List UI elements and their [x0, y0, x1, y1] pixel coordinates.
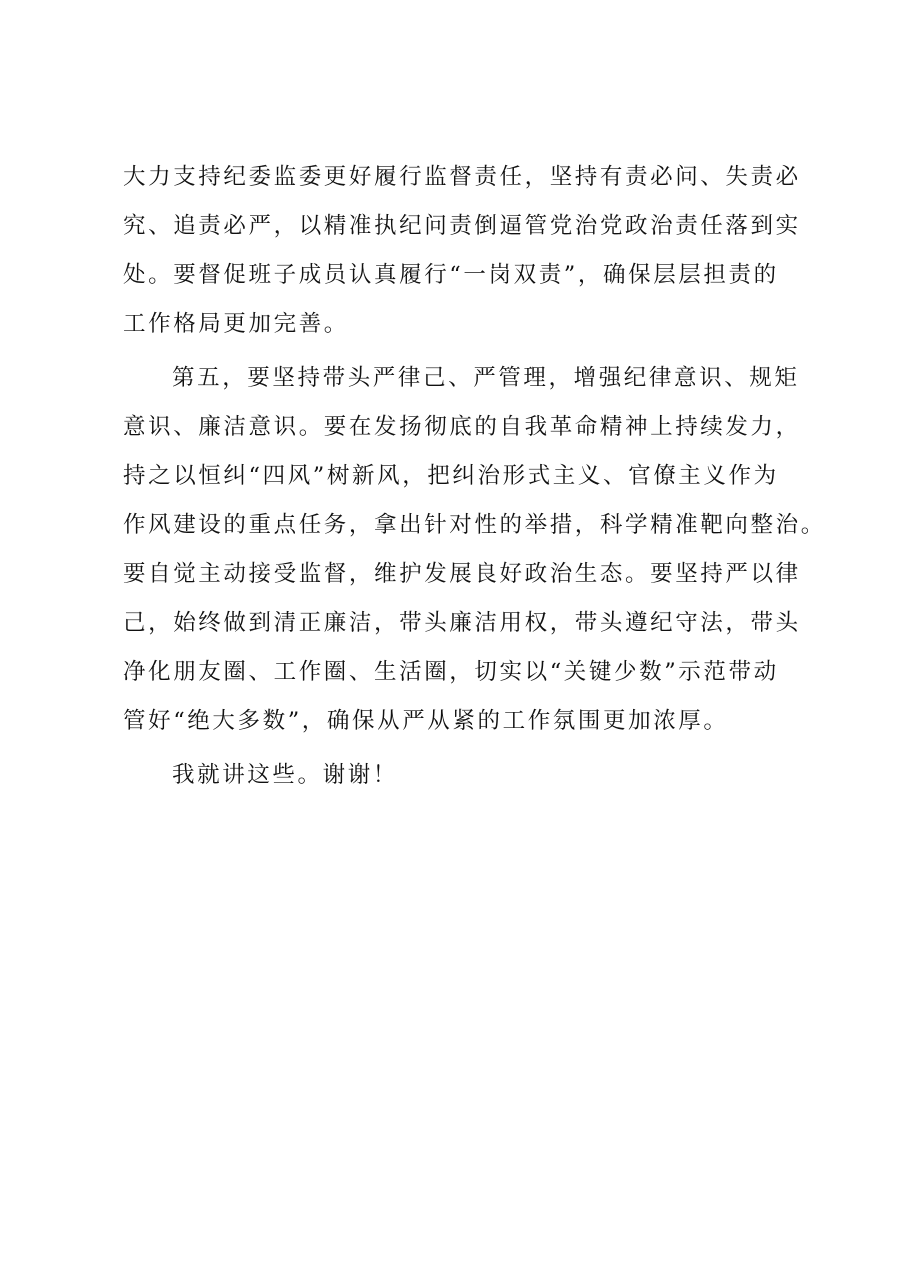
paragraph-3-line-1: 我就讲这些。谢谢！ [172, 762, 398, 788]
paragraph-2-line-7: 净化朋友圈、工作圈、生活圈，切实以“关键少数”示范带动 [123, 659, 779, 685]
paragraph-2-line-5: 要自觉主动接受监督，维护发展良好政治生态。要坚持严以律 [123, 561, 801, 587]
paragraph-1-line-3: 处。要督促班子成员认真履行“一岗双责”，确保层层担责的 [123, 262, 779, 288]
paragraph-2-line-3: 持之以恒纠“四风”树新风，把纠治形式主义、官僚主义作为 [123, 463, 779, 489]
paragraph-2-line-1: 第五，要坚持带头严律己、严管理，增强纪律意识、规矩 [172, 365, 800, 391]
paragraph-1-line-2: 究、追责必严，以精准执纪问责倒逼管党治党政治责任落到实 [123, 213, 801, 239]
paragraph-2-line-8: 管好“绝大多数”，确保从严从紧的工作氛围更加浓厚。 [123, 708, 729, 734]
paragraph-1-line-1: 大力支持纪委监委更好履行监督责任，坚持有责必问、失责必 [123, 164, 801, 190]
paragraph-2-line-2: 意识、廉洁意识。要在发扬彻底的自我革命精神上持续发力， [123, 414, 801, 440]
paragraph-1-line-4: 工作格局更加完善。 [123, 311, 349, 337]
paragraph-2-line-4: 作风建设的重点任务，拿出针对性的举措，科学精准靶向整治。 [123, 512, 826, 538]
paragraph-2-line-6: 己，始终做到清正廉洁，带头廉洁用权，带头遵纪守法，带头 [123, 610, 801, 636]
